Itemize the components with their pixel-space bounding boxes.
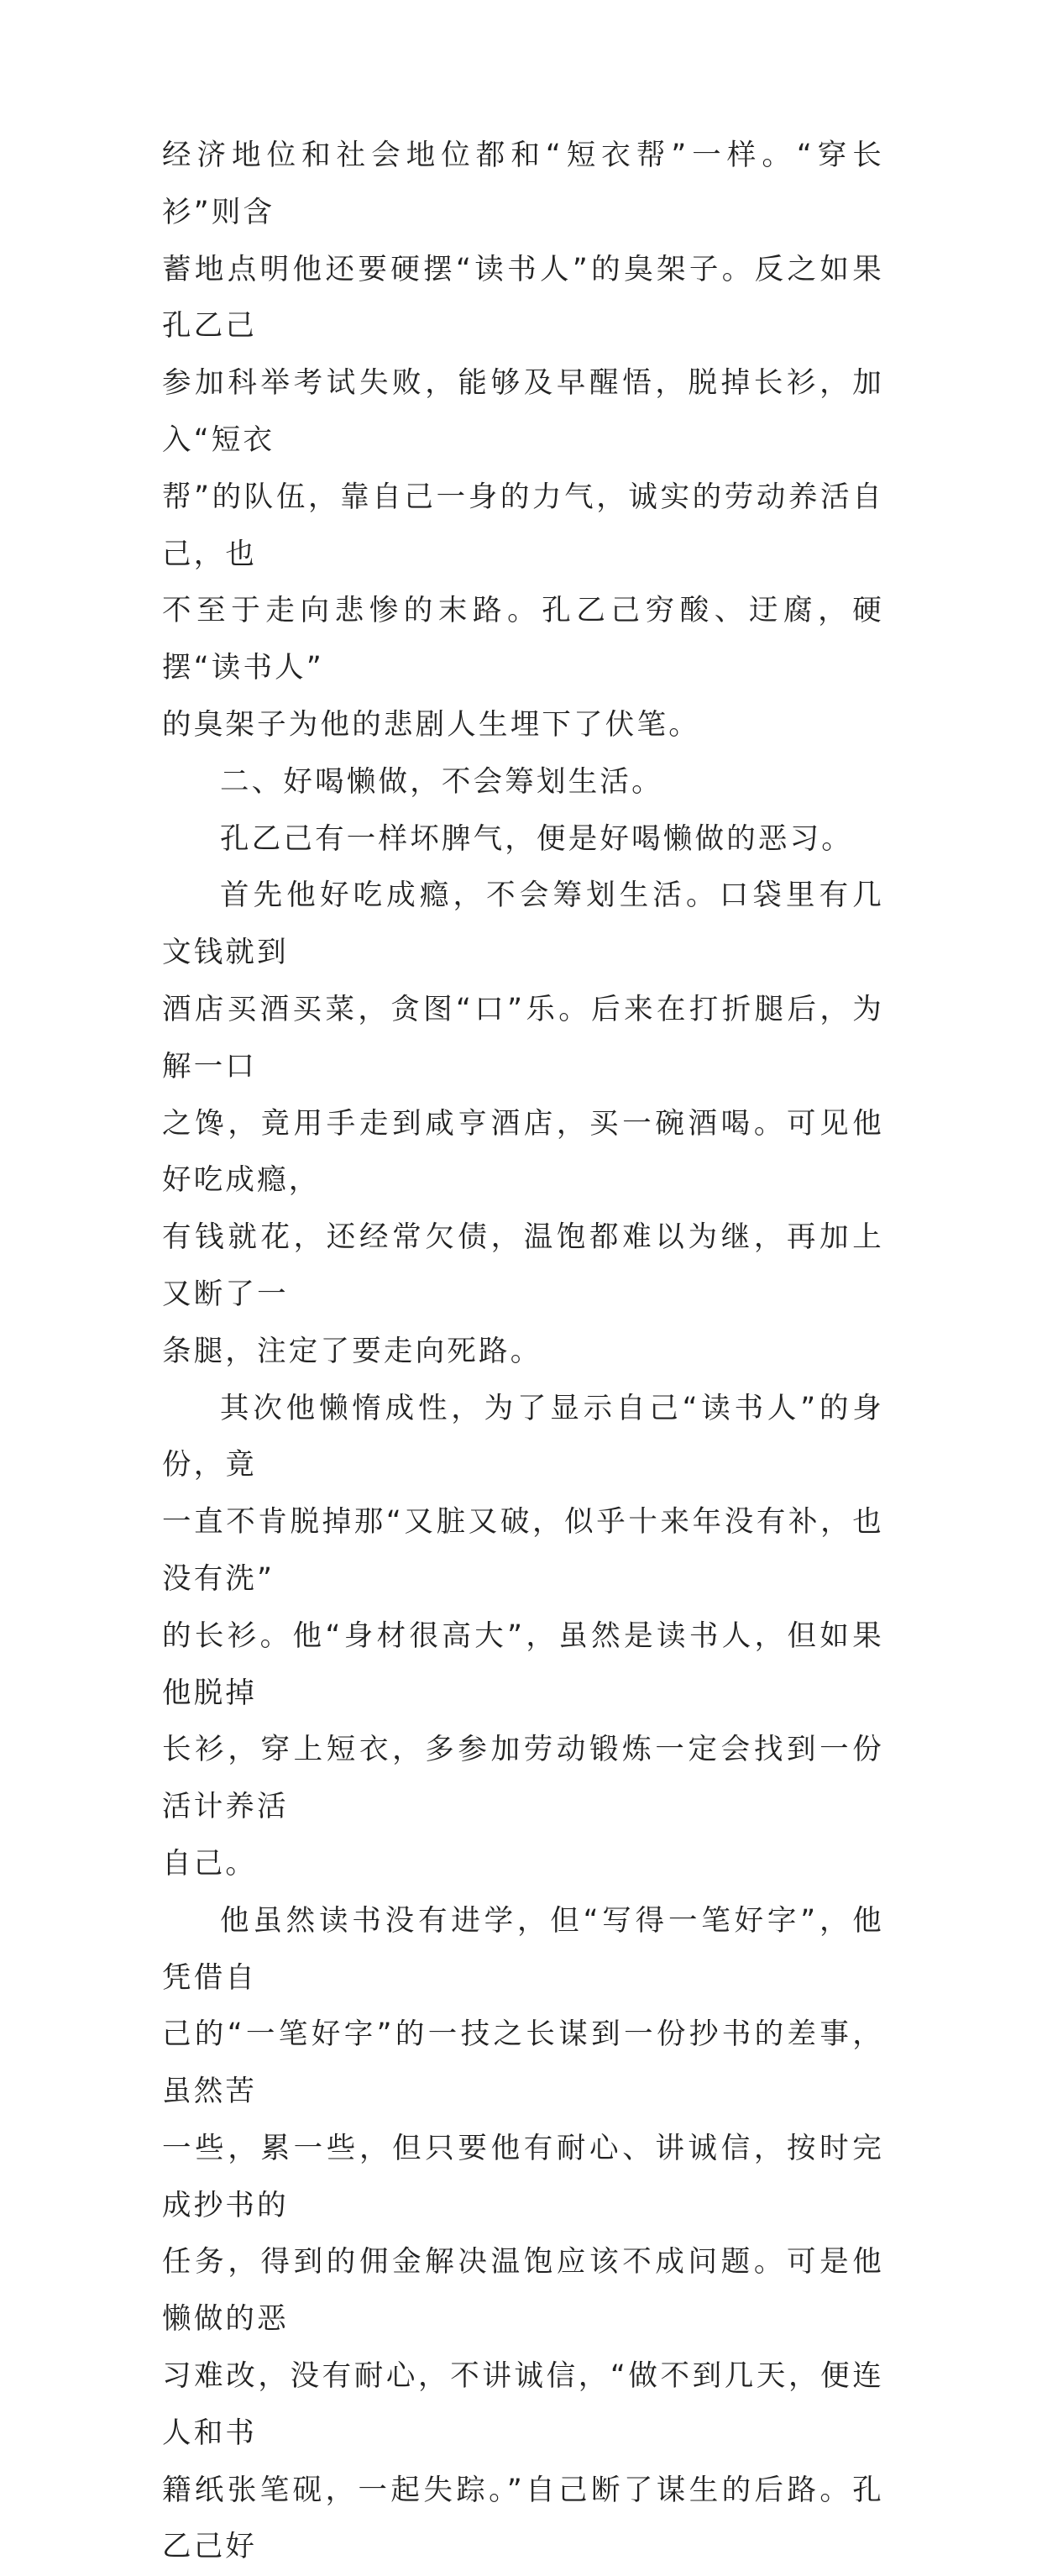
section-heading: 二、好喝懒做，不会筹划生活。: [220, 764, 663, 799]
paragraph-2: 孔乙己有一样坏脾气，便是好喝懒做的恶习。: [220, 821, 853, 856]
document-body: [162, 128, 884, 2576]
paragraph-4: 其次他懒惰成性，为了显示自己“读书人”的身份，竟 一直不肯脱掉那“又脏又破，似乎十来年没有补，也没有洗” 的长衫。他“身材很高大”，虽然是读书人，但如果他脱掉 长衫，穿上短衣，多参加劳动锻炼一定会找到一份活计养活 自己。: [162, 1391, 884, 1881]
paragraph-3: 首先他好吃成瘾，不会筹划生活。口袋里有几文钱就到 酒店买酒买菜，贪图“口”乐。后来在打折腿后，为解一口 之馋，竟用手走到咸亨酒店，买一碗酒喝。可见他好吃成瘾， 有钱就花，还经常欠债，温饱都难以为继，再加上又断了一 条腿，注定了要走向死路。: [162, 879, 884, 1368]
paragraph-5: 他虽然读书没有进学，但“写得一笔好字”，他凭借自 己的“一笔好字”的一技之长谋到一份抄书的差事，虽然苦 一些，累一些，但只要他有耐心、讲诚信，按时完成抄书的 任务，得到的佣金解决温饱应该不成问题。可是他懒做的恶 习难改，没有耐心，不讲诚信，“做不到几天，便连人和书 籍纸张笔砚，一起失踪。”自己断了谋生的后路。孔乙己好: [162, 1903, 884, 2564]
paragraph-1: 经济地位和社会地位都和“短衣帮”一样。“穿长衫”则含 蓄地点明他还要硬摆“读书人”的臭架子。反之如果孔乙己 参加科举考试失败，能够及早醒悟，脱掉长衫，加入“短衣 帮”的队伍，靠自己一身的力气，诚实的劳动养活自己，也 不至于走向悲惨的末路。孔乙己穷酸、迂腐，硬摆“读书人” 的臭架子为他的悲剧人生埋下了伏笔。: [162, 139, 884, 742]
